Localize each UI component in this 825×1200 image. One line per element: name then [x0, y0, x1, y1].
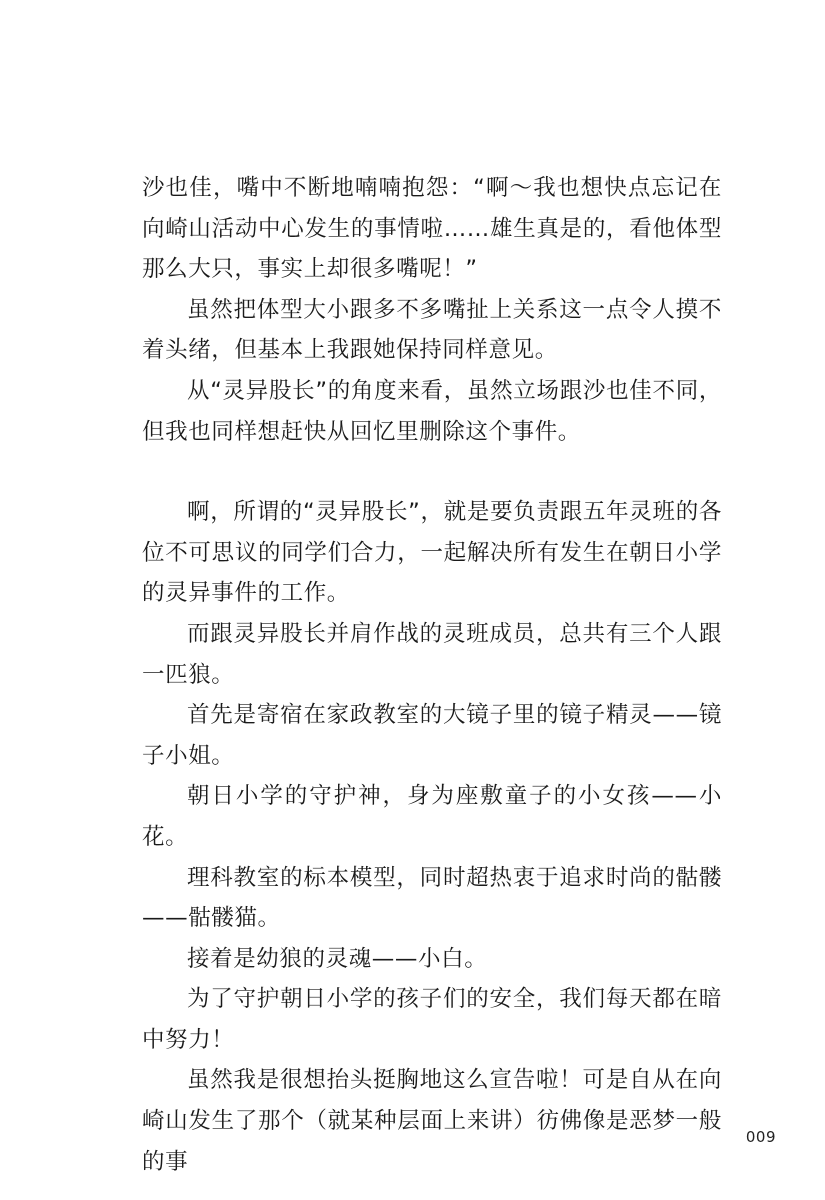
paragraph: 虽然我是很想抬头挺胸地这么宣告啦！可是自从在向崎山发生了那个（就某种层面上来讲）彷佛像是恶梦一般的事: [142, 1067, 722, 1175]
body-text: [142, 168, 722, 1182]
paragraph: 接着是幼狼的灵魂——小白。: [187, 945, 488, 972]
paragraph: 从“灵异股长”的角度来看，虽然立场跟沙也佳不同，但我也同样想赶快从回忆里删除这个事件。: [142, 377, 722, 445]
paragraph: 朝日小学的守护神，身为座敷童子的小女孩——小花。: [142, 783, 722, 850]
paragraph: 首先是寄宿在家政教室的大镜子里的镜子精灵——镜子小姐。: [142, 702, 722, 769]
paragraph: 啊，所谓的“灵异股长”，就是要负责跟五年灵班的各位不可思议的同学们合力，一起解决所有发生在朝日小学的灵异事件的工作。: [142, 499, 722, 607]
paragraph: 而跟灵异股长并肩作战的灵班成员，总共有三个人跟一匹狼。: [142, 620, 722, 688]
paragraph: 为了守护朝日小学的孩子们的安全，我们每天都在暗中努力！: [142, 986, 722, 1053]
section-1: [142, 168, 722, 452]
section-2: [142, 492, 722, 1182]
paragraph: 虽然把体型大小跟多不多嘴扯上关系这一点令人摸不着头绪，但基本上我跟她保持同样意见。: [142, 296, 722, 364]
paragraph: 理科教室的标本模型，同时超热衷于追求时尚的骷髅——骷髅猫。: [142, 864, 722, 932]
section-break: [142, 452, 722, 492]
page-number: 009: [745, 1128, 776, 1146]
paragraph: 沙也佳，嘴中不断地喃喃抱怨：“啊～我也想快点忘记在向崎山活动中心发生的事情啦……雄生真是的，看他体型那么大只，事实上却很多嘴呢！”: [142, 175, 722, 283]
